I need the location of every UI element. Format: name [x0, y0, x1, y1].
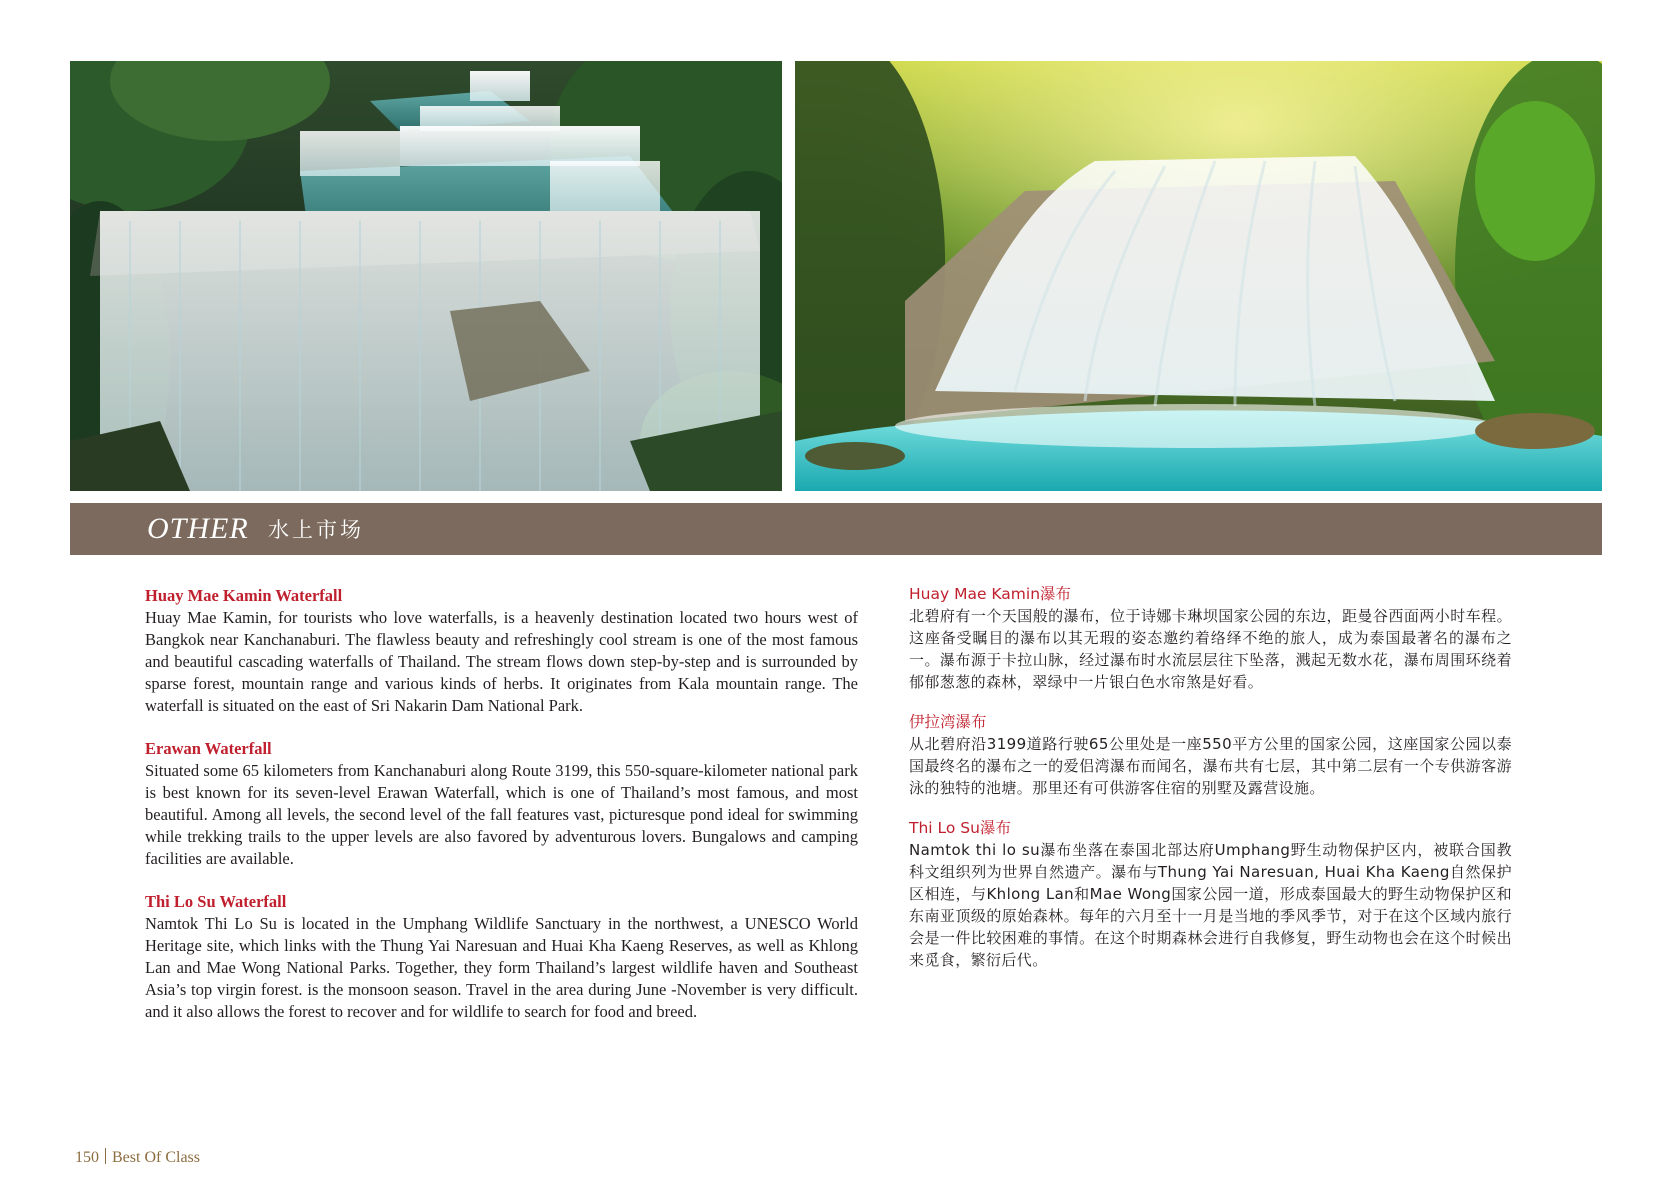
article-heading: Huay Mae Kamin瀑布	[909, 585, 1072, 603]
article-heading: 伊拉湾瀑布	[909, 713, 987, 731]
article-body: Namtok thi lo su瀑布坐落在泰国北部达府Umphang野生动物保护区内，被联合国教科文组织列为世界自然遗产。瀑布与Thung Yai Naresuan, Huai Kha Kaeng自然保护区相连，与Khlong Lan和Mae Wong国家公园一道，形成泰国最大的野生动物保护区和东南亚顶级的原始森林。每年的六月至十一月是当地的季风季节，对于在这个区域内旅行会是一件比较困难的事情。在这个时期森林会进行自我修复，野生动物也会在这个时候出来觅食，繁衍后代。	[909, 841, 1512, 969]
article-body: 北碧府有一个天国般的瀑布，位于诗娜卡琳坝国家公园的东边，距曼谷西面两小时车程。这座备受瞩目的瀑布以其无瑕的姿态邀约着络绎不绝的旅人，成为泰国最著名的瀑布之一。瀑布源于卡拉山脉，经过瀑布时水流层层往下坠落，溅起无数水花，瀑布周围环绕着郁郁葱葱的森林，翠绿中一片银白色水帘煞是好看。	[909, 607, 1512, 691]
section-title: OTHER	[147, 512, 249, 545]
article-huay-mae-kamin-zh	[909, 583, 1512, 693]
article-huay-mae-kamin-en	[145, 585, 858, 717]
chinese-column	[909, 583, 1512, 989]
footer-divider	[105, 1148, 106, 1164]
article-body: 从北碧府沿3199道路行驶65公里处是一座550平方公里的国家公园，这座国家公园以泰国最终名的瀑布之一的爱侣湾瀑布而闻名，瀑布共有七层，其中第二层有一个专供游客游泳的独特的池塘。那里还有可供游客住宿的别墅及露营设施。	[909, 735, 1512, 797]
article-heading: Thi Lo Su Waterfall	[145, 892, 287, 911]
section-banner	[70, 503, 1602, 555]
article-body: Huay Mae Kamin, for tourists who love waterfalls, is a heavenly destination located two hours west of Bangkok near Kanchanaburi. The flawless beauty and refreshingly cool stream is one of the most famous and beautiful cascading waterfalls of Thailand. The stream flows down step-by-step and is surrounded by sparse forest, mountain range and various kinds of herbs. It originates from Kala mountain range. The waterfall is situated on the east of Sri Nakarin Dam National Park.	[145, 608, 858, 715]
article-thi-lo-su-en	[145, 891, 858, 1023]
publication-name: Best Of Class	[112, 1149, 200, 1166]
article-thi-lo-su-zh	[909, 817, 1512, 971]
article-erawan-zh	[909, 711, 1512, 799]
article-body: Namtok Thi Lo Su is located in the Umphang Wildlife Sanctuary in the northwest, a UNESCO World Heritage site, which links with the Thung Yai Naresuan and Huai Kha Kaeng Reserves, as well as Khlong Lan and Mae Wong National Parks. Together, they form Thailand’s largest wildlife haven and Southeast Asia’s top virgin forest. is the monsoon season. Travel in the area during June -November is very difficult. and it also allows the forest to recover and for wildlife to search for food and breed.	[145, 914, 858, 1021]
section-subtitle-chinese: 水上市场	[268, 518, 364, 542]
article-heading: Thi Lo Su瀑布	[909, 819, 1011, 837]
english-column	[145, 585, 858, 1044]
page-footer	[75, 1148, 200, 1168]
page-number: 150	[75, 1149, 99, 1166]
photo-waterfall-tiered	[70, 61, 782, 491]
article-erawan-en	[145, 738, 858, 870]
article-heading: Huay Mae Kamin Waterfall	[145, 586, 343, 605]
article-body: Situated some 65 kilometers from Kanchanaburi along Route 3199, this 550-square-kilometer national park is best known for its seven-level Erawan Waterfall, which is one of Thailand’s most famous, and most beautiful. Among all levels, the second level of the fall features vast, picturesque pond ideal for swimming while trekking trails to the upper levels are also favored by adventurous lovers. Bungalows and camping facilities are available.	[145, 761, 858, 868]
article-heading: Erawan Waterfall	[145, 739, 272, 758]
photo-waterfall-turquoise-pool	[795, 61, 1602, 491]
